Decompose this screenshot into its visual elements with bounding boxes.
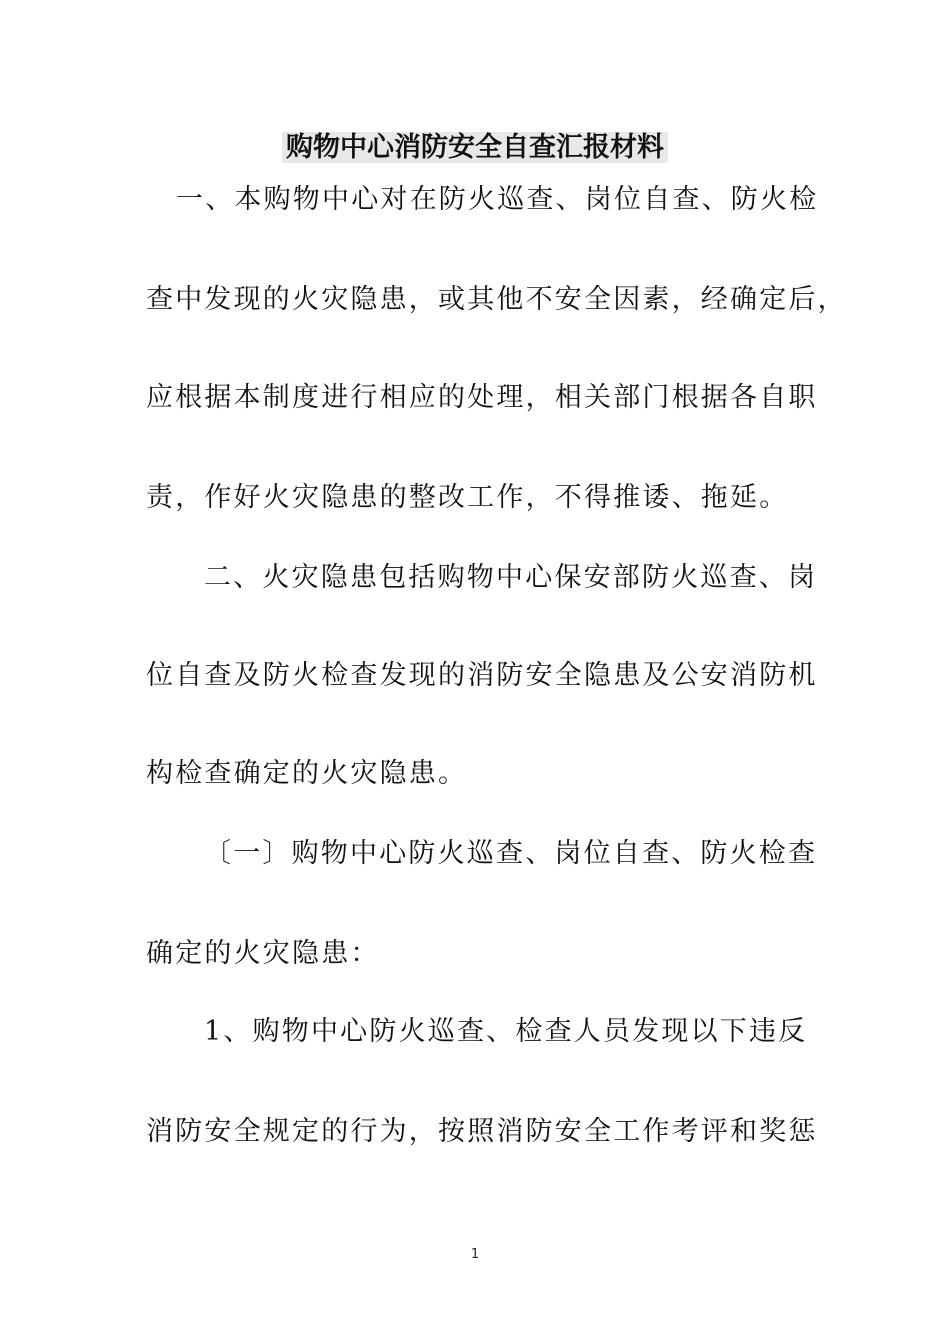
document-title-text: 购物中心消防安全自查汇报材料 <box>282 132 668 163</box>
paragraph-line: 责，作好火灾隐患的整改工作，不得推诿、拖延。 <box>146 482 789 513</box>
paragraph-line: 构检查确定的火灾隐患。 <box>146 758 468 789</box>
paragraph-line: 确定的火灾隐患： <box>146 938 380 969</box>
paragraph-line: 一、本购物中心对在防火巡查、岗位自查、防火检 <box>176 184 819 215</box>
paragraph-line: 位自查及防火检查发现的消防安全隐患及公安消防机 <box>146 660 818 691</box>
paragraph-line: 1、购物中心防火巡查、检查人员发现以下违反 <box>204 1016 808 1047</box>
page-number: 1 <box>470 1247 480 1262</box>
paragraph-line: 〔一〕购物中心防火巡查、岗位自查、防火检查 <box>204 838 818 869</box>
paragraph-line: 查中发现的火灾隐患，或其他不安全因素，经确定后， <box>146 284 847 315</box>
paragraph-line: 消防安全规定的行为，按照消防安全工作考评和奖惩 <box>146 1116 818 1147</box>
document-title <box>0 128 950 168</box>
paragraph-line: 应根据本制度进行相应的处理，相关部门根据各自职 <box>146 382 818 413</box>
paragraph-line: 二、火灾隐患包括购物中心保安部防火巡查、岗 <box>204 562 818 593</box>
